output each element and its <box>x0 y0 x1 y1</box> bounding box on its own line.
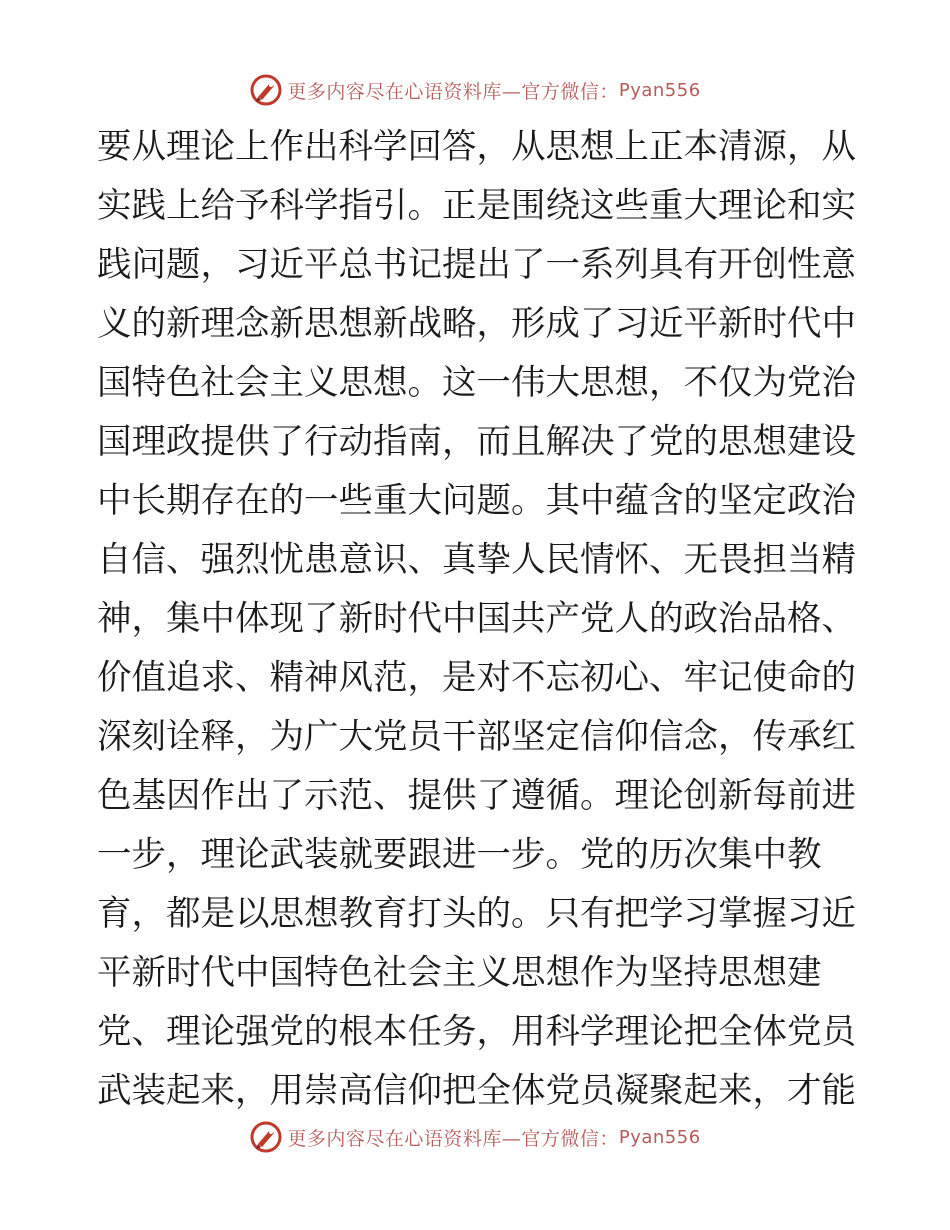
body-line: 国理政提供了行动指南，而且解决了党的思想建设 <box>97 422 856 462</box>
footer-watermark-banner <box>0 1117 950 1157</box>
body-line: 价值追求、精神风范，是对不忘初心、牢记使命的 <box>97 658 856 698</box>
body-line: 武装起来，用崇高信仰把全体党员凝聚起来，才能 <box>97 1071 856 1111</box>
body-line: 中长期存在的一些重大问题。其中蕴含的坚定政治 <box>97 481 856 521</box>
body-line: 党、理论强党的根本任务，用科学理论把全体党员 <box>97 1012 856 1052</box>
body-line: 育，都是以思想教育打头的。只有把学习掌握习近 <box>97 894 856 934</box>
body-line: 践问题，习近平总书记提出了一系列具有开创性意 <box>97 245 856 285</box>
body-line: 平新时代中国特色社会主义思想作为坚持思想建 <box>97 953 822 993</box>
body-line: 国特色社会主义思想。这一伟大思想，不仅为党治 <box>97 363 856 403</box>
footer-watermark-wechat-id: Pyan556 <box>618 1126 701 1148</box>
header-watermark-banner <box>0 70 950 110</box>
header-watermark-wechat-id: Pyan556 <box>618 79 701 101</box>
header-watermark-text: 更多内容尽在心语资料库—官方微信： <box>287 80 619 103</box>
body-line: 实践上给予科学指引。正是围绕这些重大理论和实 <box>97 186 856 226</box>
body-line: 一步，理论武装就要跟进一步。党的历次集中教 <box>97 835 822 875</box>
body-line: 深刻诠释，为广大党员干部坚定信仰信念，传承红 <box>97 717 856 757</box>
footer-watermark-text: 更多内容尽在心语资料库—官方微信： <box>287 1127 619 1150</box>
document-body <box>97 118 857 1121</box>
pen-nib-circle-icon <box>249 1120 283 1154</box>
body-line: 义的新理念新思想新战略，形成了习近平新时代中 <box>97 304 856 344</box>
body-line: 色基因作出了示范、提供了遵循。理论创新每前进 <box>97 776 856 816</box>
body-line: 神，集中体现了新时代中国共产党人的政治品格、 <box>97 599 856 639</box>
body-line: 要从理论上作出科学回答，从思想上正本清源，从 <box>97 127 856 167</box>
pen-nib-circle-icon <box>249 73 283 107</box>
body-line: 自信、强烈忧患意识、真挚人民情怀、无畏担当精 <box>97 540 856 580</box>
